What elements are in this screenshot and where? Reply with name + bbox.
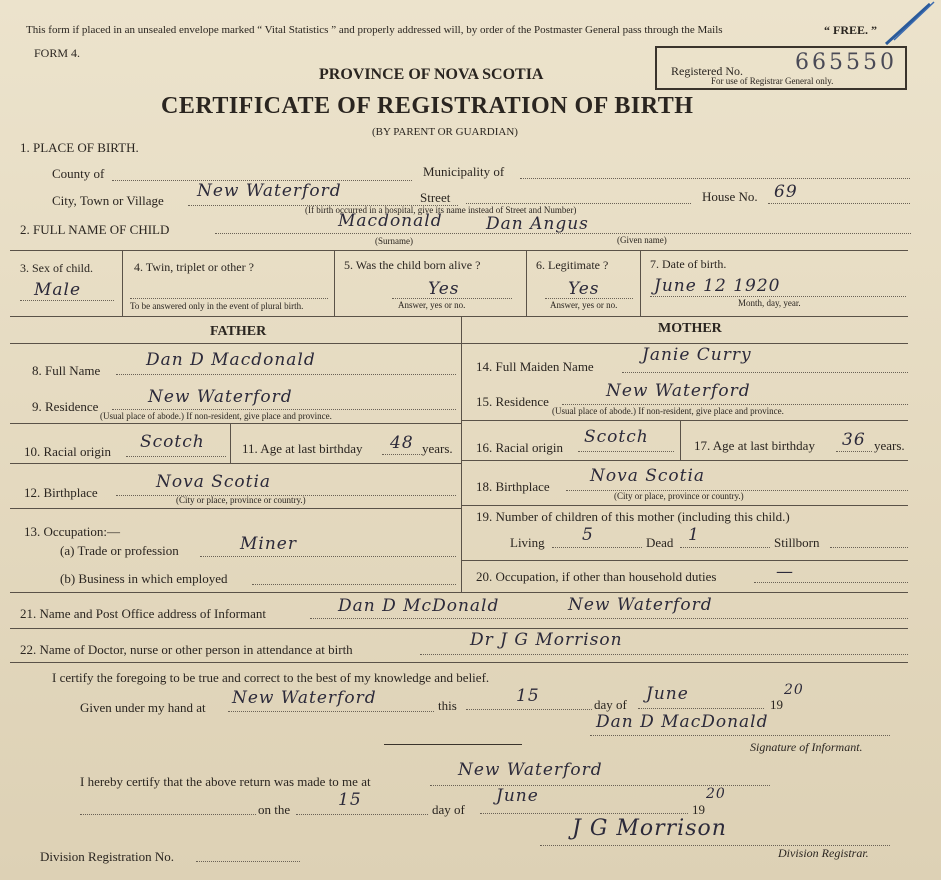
registrar-day: 15 (338, 790, 362, 810)
legitimate-note: Answer, yes or no. (550, 300, 618, 310)
street-note: (If birth occurred in a hospital, give its name instead of Street and Number) (305, 205, 577, 215)
mother-residence-label: 15. Residence (476, 394, 549, 409)
birth-date-label: 7. Date of birth. (650, 257, 727, 271)
signature-informant-label: Signature of Informant. (750, 740, 863, 754)
city-value: New Waterford (197, 181, 342, 201)
certify-year: 20 (784, 682, 804, 698)
mother-name-label: 14. Full Maiden Name (476, 359, 594, 374)
mother-residence-note: (Usual place of abode.) If non-resident, give place and province. (552, 406, 784, 416)
father-age-value: 48 (390, 433, 414, 453)
registrar-signature: J G Morrison (572, 816, 727, 841)
informant-label: 21. Name and Post Office address of Informant (20, 606, 266, 621)
trade-value: Miner (240, 534, 297, 554)
registrar-year-prefix: 19 (692, 802, 705, 817)
dead-label: Dead (646, 535, 674, 550)
father-racial-value: Scotch (140, 432, 205, 452)
child-name-label: 2. FULL NAME OF CHILD (20, 222, 170, 237)
mother-age-value: 36 (842, 430, 866, 450)
certify-month: June (646, 684, 689, 704)
mother-heading: MOTHER (658, 321, 722, 336)
mailing-notice: This form if placed in an unsealed envelope marked “ Vital Statistics ” and properly addressed will, by order of the Postmaster General pass through the Mails (26, 24, 723, 36)
division-number-label: Division Registration No. (40, 849, 174, 864)
mother-years: years. (874, 438, 905, 453)
house-label: House No. (702, 189, 758, 204)
free-notice: “ FREE. ” (824, 23, 878, 37)
child-surname: Macdonald (338, 211, 443, 231)
given-place: New Waterford (232, 688, 377, 708)
registrar-day-of-label: day of (432, 802, 465, 817)
father-heading: FATHER (210, 324, 267, 339)
legitimate-value: Yes (568, 279, 600, 299)
on-the-label: on the (258, 802, 291, 817)
certify-day: 15 (516, 686, 540, 706)
birth-date-value: June 12 1920 (654, 276, 781, 296)
father-residence-label: 9. Residence (32, 399, 99, 414)
registered-label: Registered No. (671, 64, 743, 78)
father-birthplace-label: 12. Birthplace (24, 485, 98, 500)
place-heading: 1. PLACE OF BIRTH. (20, 140, 139, 155)
city-label: City, Town or Village (52, 193, 164, 208)
municipality-label: Municipality of (423, 164, 505, 179)
alive-value: Yes (428, 279, 460, 299)
form-number: FORM 4. (34, 46, 81, 60)
this-label: this (438, 698, 457, 713)
father-residence-note: (Usual place of abode.) If non-resident, give place and province. (100, 411, 332, 421)
mother-racial-label: 16. Racial origin (476, 440, 564, 455)
division-registrar-label: Division Registrar. (778, 846, 869, 860)
certify-year-prefix: 19 (770, 697, 783, 712)
given-under-label: Given under my hand at (80, 700, 206, 715)
province-heading: PROVINCE OF NOVA SCOTIA (319, 66, 544, 83)
mother-birthplace-note: (City or place, province or country.) (614, 491, 744, 501)
dead-value: 1 (688, 525, 700, 545)
alive-note: Answer, yes or no. (398, 300, 466, 310)
father-name-value: Dan D Macdonald (146, 350, 316, 370)
father-years: years. (422, 441, 453, 456)
mother-occupation-value: — (776, 562, 794, 582)
father-birthplace-note: (City or place, province or country.) (176, 495, 306, 505)
informant-signature: Dan D MacDonald (596, 712, 769, 732)
father-name-label: 8. Full Name (32, 363, 101, 378)
given-name-note: (Given name) (617, 235, 667, 245)
mother-birthplace-label: 18. Birthplace (476, 479, 550, 494)
mother-racial-value: Scotch (584, 427, 649, 447)
day-of-label: day of (594, 697, 627, 712)
father-racial-label: 10. Racial origin (24, 444, 112, 459)
twin-label: 4. Twin, triplet or other ? (134, 260, 254, 274)
sex-label: 3. Sex of child. (20, 261, 93, 275)
mother-occupation-label: 20. Occupation, if other than household duties (476, 569, 717, 584)
registrar-text: I hereby certify that the above return was made to me at (80, 774, 371, 789)
father-age-label: 11. Age at last birthday (242, 441, 363, 456)
trade-label: (a) Trade or profession (60, 543, 179, 558)
registered-box (655, 46, 907, 90)
county-label: County of (52, 166, 105, 181)
stillborn-label: Stillborn (774, 535, 820, 550)
page-subtitle: (BY PARENT OR GUARDIAN) (372, 126, 518, 138)
registrar-place: New Waterford (458, 760, 603, 780)
child-given-name: Dan Angus (486, 214, 589, 234)
business-label: (b) Business in which employed (60, 571, 228, 586)
mother-age-label: 17. Age at last birthday (694, 438, 815, 453)
mother-birthplace-value: Nova Scotia (590, 466, 706, 486)
registrar-note: For use of Registrar General only. (711, 76, 834, 86)
informant-name: Dan D McDonald (338, 596, 500, 616)
street-label: Street (420, 190, 451, 205)
surname-note: (Surname) (375, 236, 413, 246)
registrar-month: June (496, 786, 539, 806)
living-value: 5 (582, 525, 594, 545)
father-occupation-label: 13. Occupation:— (24, 524, 121, 539)
page-title: CERTIFICATE OF REGISTRATION OF BIRTH (161, 93, 694, 119)
living-label: Living (510, 535, 545, 550)
mother-residence-value: New Waterford (606, 381, 751, 401)
twin-note: To be answered only in the event of plural birth. (130, 301, 304, 311)
doctor-value: Dr J G Morrison (470, 630, 623, 650)
mother-name-value: Janie Curry (642, 345, 752, 365)
house-value: 69 (774, 182, 798, 202)
informant-address: New Waterford (568, 595, 713, 615)
certify-text: I certify the foregoing to be true and correct to the best of my knowledge and belief. (52, 670, 490, 685)
father-birthplace-value: Nova Scotia (156, 472, 272, 492)
doctor-label: 22. Name of Doctor, nurse or other person in attendance at birth (20, 642, 353, 657)
legitimate-label: 6. Legitimate ? (536, 258, 609, 272)
father-residence-value: New Waterford (148, 387, 293, 407)
ink-stroke (880, 0, 940, 50)
children-count-label: 19. Number of children of this mother (including this child.) (476, 509, 790, 524)
birth-date-note: Month, day, year. (738, 298, 801, 308)
sex-value: Male (34, 280, 82, 300)
registrar-year: 20 (706, 786, 726, 802)
alive-label: 5. Was the child born alive ? (344, 258, 481, 272)
registered-number: 665550 (795, 50, 897, 75)
